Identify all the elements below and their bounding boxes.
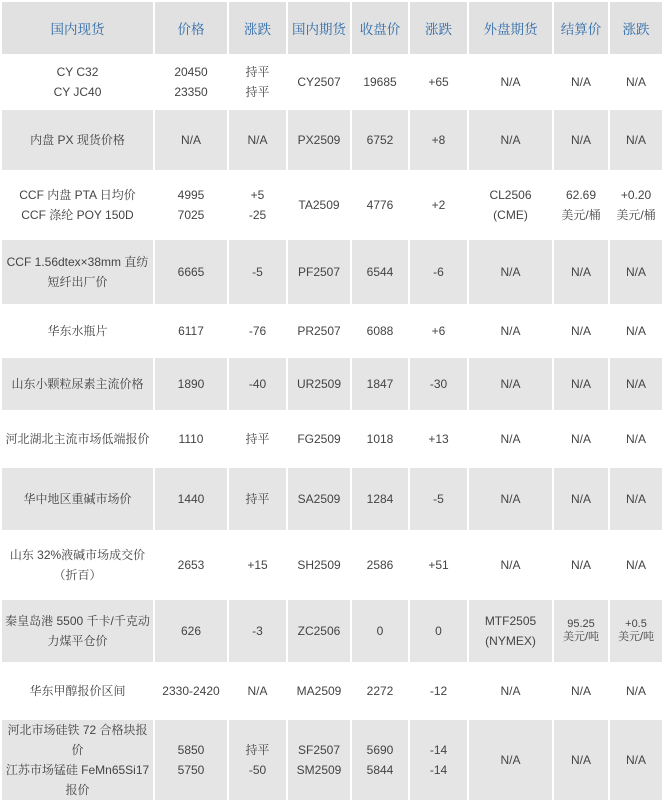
cell-line: MTF2505 (484, 614, 537, 628)
futures-contract-cell (288, 110, 350, 170)
header-row (2, 2, 662, 54)
header-change: 涨跌 (229, 2, 286, 54)
cell-line: 美元/吨 (617, 631, 655, 643)
cell-line: 7025 (177, 208, 205, 222)
settle-change-cell (610, 358, 662, 410)
futures-close-cell (352, 532, 408, 598)
settle-price-cell (554, 306, 608, 356)
settle-change-cell (610, 600, 662, 662)
table-row (2, 306, 662, 356)
spot-name-cell (2, 720, 153, 800)
foreign-futures-cell (469, 358, 552, 410)
cell-line: 62.69 (565, 188, 597, 202)
foreign-futures-cell (469, 110, 552, 170)
cell-line: N/A (625, 265, 646, 279)
futures-close-cell (352, 720, 408, 800)
cell-line: 2272 (366, 684, 394, 698)
cell-line: N/A (625, 133, 646, 147)
cell-line: +2 (431, 198, 446, 212)
cell-line: +13 (428, 432, 449, 446)
settle-change-cell (610, 412, 662, 466)
cell-line: 5750 (177, 763, 205, 777)
cell-line: N/A (570, 377, 591, 391)
cell-line: 持平 (245, 65, 270, 79)
cell-line: 23350 (174, 85, 208, 99)
cell-line: N/A (500, 558, 521, 572)
cell-line: 19685 (363, 75, 397, 89)
header-futures: 国内期货 (288, 2, 350, 54)
cell-line: +8 (431, 133, 446, 147)
cell-line: TA2509 (298, 198, 340, 212)
futures-close-cell (352, 600, 408, 662)
spot-price-cell (155, 240, 227, 304)
cell-line: N/A (500, 75, 521, 89)
futures-contract-cell (288, 468, 350, 530)
cell-line: 2330-2420 (162, 684, 220, 698)
spot-price-cell (155, 172, 227, 238)
table-row (2, 468, 662, 530)
cell-line: CY C32 (56, 65, 99, 79)
futures-close-cell (352, 172, 408, 238)
futures-close-cell (352, 306, 408, 356)
header-foreign-futures: 外盘期货 (469, 2, 552, 54)
cell-line: MA2509 (296, 684, 342, 698)
cell-line: 华东水瓶片 (47, 324, 108, 338)
cell-line: 6088 (366, 324, 394, 338)
cell-line: 1440 (177, 492, 205, 506)
spot-change-cell (229, 720, 286, 800)
settle-price-cell (554, 358, 608, 410)
cell-line: (CME) (493, 208, 528, 222)
foreign-futures-cell (469, 600, 552, 662)
settle-change-cell (610, 56, 662, 108)
spot-name-cell (2, 412, 153, 466)
cell-line: 山东小颗粒尿素主流价格 (11, 377, 144, 391)
spot-price-cell (155, 720, 227, 800)
cell-line: +0.5 (625, 618, 647, 630)
cell-line: N/A (570, 558, 591, 572)
cell-line: N/A (625, 684, 646, 698)
cell-line: N/A (570, 432, 591, 446)
futures-close-cell (352, 468, 408, 530)
spot-price-cell (155, 600, 227, 662)
cell-line: PF2507 (297, 265, 341, 279)
cell-line: 美元/桶 (616, 208, 656, 222)
spot-name-cell (2, 56, 153, 108)
cell-line: 1018 (366, 432, 394, 446)
futures-contract-cell (288, 600, 350, 662)
foreign-futures-cell (469, 468, 552, 530)
futures-contract-cell (288, 240, 350, 304)
cell-line: 5844 (366, 763, 394, 777)
spot-price-cell (155, 664, 227, 718)
spot-price-cell (155, 56, 227, 108)
cell-line: 持平 (245, 432, 270, 446)
cell-line: +5 (250, 188, 265, 202)
cell-line: SF2507 (297, 743, 341, 757)
cell-line: 短纤出厂价 (47, 275, 108, 289)
cell-line: N/A (625, 753, 646, 767)
cell-line: 美元/桶 (561, 208, 601, 222)
cell-line: 河北湖北主流市场低端报价 (5, 432, 150, 446)
spot-name-cell (2, 306, 153, 356)
futures-contract-cell (288, 532, 350, 598)
futures-change-cell (410, 468, 467, 530)
cell-line: -14 (429, 763, 448, 777)
futures-change-cell (410, 358, 467, 410)
futures-change-cell (410, 664, 467, 718)
cell-line: N/A (500, 265, 521, 279)
cell-line: 河北市场硅铁 72 合格块报价 (7, 723, 148, 757)
cell-line: +15 (247, 558, 268, 572)
cell-line: +65 (428, 75, 449, 89)
settle-price-cell (554, 240, 608, 304)
cell-line: 6752 (366, 133, 394, 147)
cell-line: N/A (500, 753, 521, 767)
futures-close-cell (352, 664, 408, 718)
cell-line: 4995 (177, 188, 205, 202)
spot-change-cell (229, 468, 286, 530)
cell-line: N/A (500, 133, 521, 147)
cell-line: 报价 (65, 783, 90, 797)
cell-line: 6117 (178, 324, 204, 338)
cell-line: CCF 涤纶 POY 150D (21, 208, 134, 222)
futures-close-cell (352, 110, 408, 170)
cell-line: 持平 (245, 743, 270, 757)
spot-change-cell (229, 532, 286, 598)
header-settle-change: 涨跌 (610, 2, 662, 54)
cell-line: 0 (435, 624, 442, 638)
cell-line: 江苏市场锰硅 FeMn65Si17 (5, 763, 150, 777)
cell-line: N/A (625, 432, 646, 446)
cell-line: N/A (625, 377, 646, 391)
foreign-futures-cell (469, 172, 552, 238)
spot-name-cell (2, 110, 153, 170)
cell-line: 1847 (366, 377, 394, 391)
futures-close-cell (352, 56, 408, 108)
spot-change-cell (229, 56, 286, 108)
cell-line: N/A (570, 492, 591, 506)
table-header (2, 2, 662, 54)
cell-line: -5 (252, 265, 263, 279)
table-row (2, 532, 662, 598)
cell-line: -76 (248, 324, 267, 338)
table-row (2, 56, 662, 108)
cell-line: CL2506 (489, 188, 532, 202)
spot-name-cell (2, 468, 153, 530)
table-body (2, 56, 662, 800)
futures-contract-cell (288, 720, 350, 800)
cell-line: 6544 (366, 265, 394, 279)
cell-line: N/A (570, 684, 591, 698)
cell-line: N/A (625, 558, 646, 572)
settle-price-cell (554, 600, 608, 662)
spot-name-cell (2, 532, 153, 598)
table-row (2, 720, 662, 800)
cell-line: 0 (376, 624, 384, 638)
cell-line: N/A (570, 753, 591, 767)
settle-change-cell (610, 664, 662, 718)
settle-price-cell (554, 110, 608, 170)
cell-line: PX2509 (297, 133, 341, 147)
spot-price-cell (155, 412, 227, 466)
cell-line: +6 (431, 324, 446, 338)
futures-contract-cell (288, 412, 350, 466)
cell-line: N/A (625, 75, 646, 89)
futures-change-cell (410, 306, 467, 356)
table-row (2, 172, 662, 238)
spot-name-cell (2, 358, 153, 410)
spot-change-cell (229, 172, 286, 238)
spot-change-cell (229, 600, 286, 662)
settle-change-cell (610, 468, 662, 530)
cell-line: SA2509 (297, 492, 341, 506)
cell-line: N/A (180, 133, 201, 147)
cell-line: UR2509 (296, 377, 342, 391)
cell-line: 1110 (178, 432, 204, 446)
spot-change-cell (229, 358, 286, 410)
cell-line: -14 (429, 743, 448, 757)
cell-line: N/A (500, 492, 521, 506)
cell-line: N/A (570, 265, 591, 279)
table-row (2, 600, 662, 662)
spot-name-cell (2, 172, 153, 238)
spot-name-cell (2, 664, 153, 718)
futures-contract-cell (288, 172, 350, 238)
table-row (2, 664, 662, 718)
settle-change-cell (610, 110, 662, 170)
settle-change-cell (610, 240, 662, 304)
futures-close-cell (352, 240, 408, 304)
cell-line: 1890 (177, 377, 205, 391)
spot-change-cell (229, 664, 286, 718)
cell-line: ZC2506 (297, 624, 341, 638)
settle-change-cell (610, 306, 662, 356)
futures-change-cell (410, 56, 467, 108)
futures-close-cell (352, 412, 408, 466)
header-spot: 国内现货 (2, 2, 153, 54)
cell-line: N/A (500, 432, 521, 446)
cell-line: N/A (570, 324, 591, 338)
foreign-futures-cell (469, 720, 552, 800)
cell-line: 力煤平仓价 (47, 634, 108, 648)
cell-line: 持平 (245, 492, 270, 506)
cell-line: 5850 (177, 743, 205, 757)
cell-line: 2586 (366, 558, 394, 572)
table-row (2, 412, 662, 466)
cell-line: PR2507 (297, 324, 341, 338)
settle-change-cell (610, 532, 662, 598)
table-row (2, 358, 662, 410)
cell-line: 山东 32%液碱市场成交价 (9, 548, 146, 562)
cell-line: N/A (625, 492, 646, 506)
cell-line: CY2507 (297, 75, 341, 89)
cell-line: N/A (570, 133, 591, 147)
settle-price-cell (554, 664, 608, 718)
cell-line: 20450 (174, 65, 208, 79)
cell-line: 6665 (177, 265, 205, 279)
foreign-futures-cell (469, 532, 552, 598)
cell-line: 626 (180, 624, 202, 638)
cell-line: N/A (247, 133, 268, 147)
cell-line: +0.20 (620, 188, 652, 202)
cell-line: 95.25 (567, 618, 595, 630)
cell-line: CCF 内盘 PTA 日均价 (19, 188, 136, 202)
cell-line: (NYMEX) (485, 634, 536, 648)
cell-line: -3 (252, 624, 263, 638)
table-row (2, 110, 662, 170)
spot-name-cell (2, 240, 153, 304)
settle-change-cell (610, 720, 662, 800)
table-row (2, 240, 662, 304)
cell-line: 4776 (366, 198, 394, 212)
futures-contract-cell (288, 358, 350, 410)
cell-line: 美元/吨 (562, 631, 600, 643)
cell-line: FG2509 (297, 432, 341, 446)
cell-line: N/A (625, 324, 646, 338)
cell-line: N/A (570, 75, 591, 89)
cell-line: -12 (429, 684, 448, 698)
header-futures-change: 涨跌 (410, 2, 467, 54)
header-price: 价格 (155, 2, 227, 54)
futures-change-cell (410, 240, 467, 304)
cell-line: 2653 (177, 558, 205, 572)
cell-line: CY JC40 (53, 85, 102, 99)
cell-line: -40 (248, 377, 267, 391)
cell-line: -50 (248, 763, 267, 777)
cell-line: 秦皇岛港 5500 千卡/千克动 (5, 614, 150, 628)
cell-line: SM2509 (296, 763, 342, 777)
foreign-futures-cell (469, 240, 552, 304)
settle-price-cell (554, 412, 608, 466)
futures-change-cell (410, 110, 467, 170)
settle-price-cell (554, 468, 608, 530)
foreign-futures-cell (469, 56, 552, 108)
foreign-futures-cell (469, 412, 552, 466)
cell-line: -25 (248, 208, 267, 222)
cell-line: -30 (429, 377, 448, 391)
futures-contract-cell (288, 306, 350, 356)
spot-change-cell (229, 412, 286, 466)
cell-line: N/A (500, 684, 521, 698)
cell-line: （折百） (53, 568, 102, 582)
settle-change-cell (610, 172, 662, 238)
futures-contract-cell (288, 664, 350, 718)
spot-name-cell (2, 600, 153, 662)
cell-line: SH2509 (297, 558, 341, 572)
futures-change-cell (410, 720, 467, 800)
spot-price-cell (155, 468, 227, 530)
spot-price-cell (155, 110, 227, 170)
futures-change-cell (410, 532, 467, 598)
cell-line: 5690 (366, 743, 394, 757)
cell-line: 1284 (366, 492, 394, 506)
header-settle: 结算价 (554, 2, 608, 54)
foreign-futures-cell (469, 664, 552, 718)
cell-line: N/A (500, 324, 521, 338)
cell-line: 华中地区重碱市场价 (23, 492, 132, 506)
cell-line: 华东甲醇报价区间 (29, 684, 126, 698)
cell-line: 持平 (245, 85, 270, 99)
futures-change-cell (410, 172, 467, 238)
spot-change-cell (229, 240, 286, 304)
settle-price-cell (554, 532, 608, 598)
settle-price-cell (554, 172, 608, 238)
spot-price-cell (155, 532, 227, 598)
cell-line: CCF 1.56dtex×38mm 直纺 (6, 255, 149, 269)
spot-change-cell (229, 306, 286, 356)
futures-change-cell (410, 600, 467, 662)
cell-line: N/A (500, 377, 521, 391)
foreign-futures-cell (469, 306, 552, 356)
cell-line: N/A (247, 684, 268, 698)
spot-price-cell (155, 358, 227, 410)
settle-price-cell (554, 720, 608, 800)
spot-change-cell (229, 110, 286, 170)
cell-line: -6 (433, 265, 444, 279)
futures-change-cell (410, 412, 467, 466)
futures-contract-cell (288, 56, 350, 108)
header-close: 收盘价 (352, 2, 408, 54)
settle-price-cell (554, 56, 608, 108)
cell-line: -5 (433, 492, 444, 506)
cell-line: 内盘 PX 现货价格 (30, 133, 125, 147)
cell-line: +51 (428, 558, 449, 572)
spot-price-cell (155, 306, 227, 356)
futures-close-cell (352, 358, 408, 410)
